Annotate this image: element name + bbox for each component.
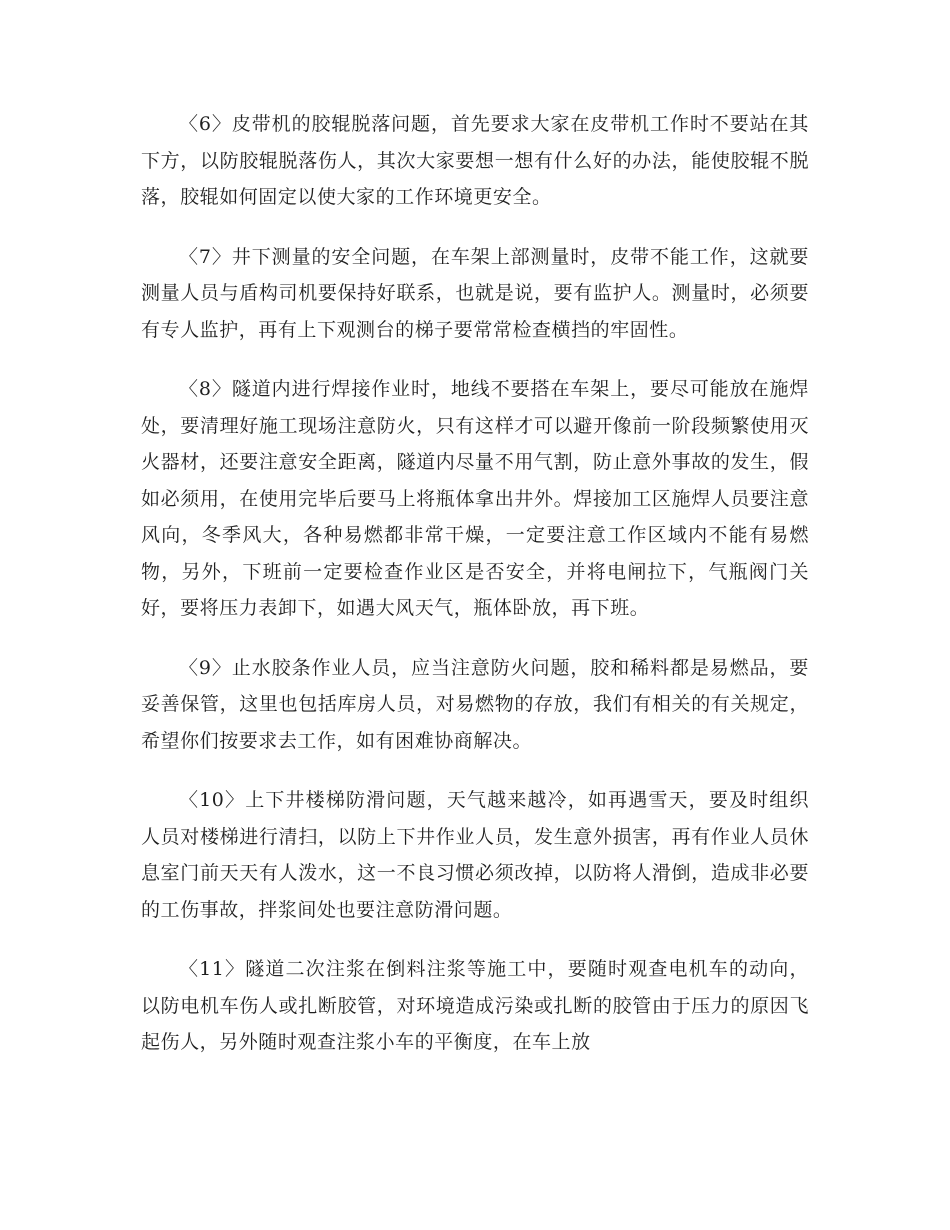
paragraph-10: 〈10〉上下井楼梯防滑问题，天气越来越冷，如再遇雪天，要及时组织人员对楼梯进行清扫，以防上下井作业人员，发生意外损害，再有作业人员休息室门前天天有人泼水，这一不良习惯必须改掉，以防将人滑倒，造成非必要的工伤事故，拌浆间处也要注意防滑问题。	[141, 789, 809, 921]
paragraph-7: 〈7〉井下测量的安全问题，在车架上部测量时，皮带不能工作，这就要测量人员与盾构司机要保持好联系，也就是说，要有监护人。测量时，必须要有专人监护，再有上下观测台的梯子要常常检查横挡的牢固性。	[141, 245, 809, 341]
document-body	[141, 106, 809, 1084]
paragraph-11: 〈11〉隧道二次注浆在倒料注浆等施工中，要随时观查电机车的动向，以防电机车伤人或扎断胶管，对环境造成污染或扎断的胶管由于压力的原因飞起伤人，另外随时观查注浆小车的平衡度，在车上放	[141, 958, 809, 1053]
paragraph-6: 〈6〉皮带机的胶辊脱落问题，首先要求大家在皮带机工作时不要站在其下方，以防胶辊脱落伤人，其次大家要想一想有什么好的办法，能使胶辊不脱落，胶辊如何固定以使大家的工作环境更安全。	[141, 113, 809, 208]
paragraph-9: 〈9〉止水胶条作业人员，应当注意防火问题，胶和稀料都是易燃品，要妥善保管，这里也包括库房人员，对易燃物的存放，我们有相关的有关规定，希望你们按要求去工作，如有困难协商解决。	[141, 656, 809, 752]
paragraph-8: 〈8〉隧道内进行焊接作业时，地线不要搭在车架上，要尽可能放在施焊处，要清理好施工现场注意防火，只有这样才可以避开像前一阶段频繁使用灭火器材，还要注意安全距离，隧道内尽量不用气割，防止意外事故的发生，假如必须用，在使用完毕后要马上将瓶体拿出井外。焊接加工区施焊人员要注意风向，冬季风大，各种易燃都非常干燥，一定要注意工作区域内不能有易燃物，另外，下班前一定要检查作业区是否安全，并将电闸拉下，气瓶阀门关好，要将压力表卸下，如遇大风天气，瓶体卧放，再下班。	[141, 378, 809, 619]
